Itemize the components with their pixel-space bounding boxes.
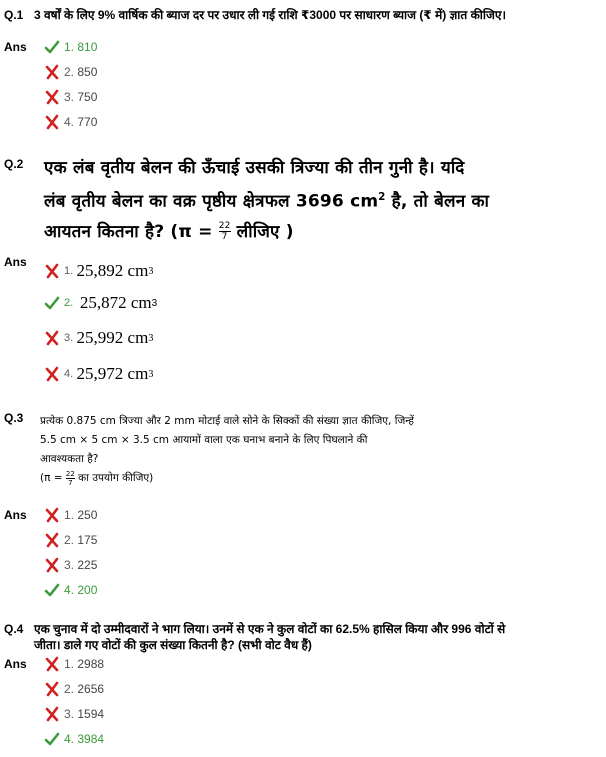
option-2	[44, 529, 97, 551]
option-value: 175	[77, 533, 98, 547]
question-fragment: लीजिए )	[230, 221, 294, 242]
fraction-numerator: 22	[218, 221, 231, 232]
option-1	[44, 36, 97, 58]
cross-icon	[44, 656, 60, 672]
option-value: 25,972 cm	[76, 364, 149, 383]
fraction	[219, 221, 231, 242]
option-number: 3.	[64, 90, 75, 104]
question-number: Q.1	[4, 8, 24, 22]
question-line: 5.5 cm × 5 cm × 3.5 cm आयामों वाला एक घनाभ बनाने के लिए पिघलाने की	[40, 434, 368, 446]
option-number: 4.	[64, 115, 75, 129]
answer-label: Ans	[4, 657, 27, 671]
option-value: 770	[77, 115, 98, 129]
option-4	[44, 111, 97, 133]
option-value: 1594	[77, 707, 105, 721]
option-2	[44, 291, 157, 315]
check-icon	[44, 582, 60, 598]
question-text: एक चुनाव में दो उम्मीदवारों ने भाग लिया। उनमें से एक ने कुल वोटों का 62.5% हासिल किया और 996 वोटों से जीता। डाले गए वोटों की कुल संख्या कितनी है? (सभी वोट वैध हैं)	[34, 622, 506, 652]
option-number: 1.	[64, 508, 75, 522]
option-3	[44, 86, 97, 108]
option-value: 225	[77, 558, 98, 572]
option-value: 25,892 cm	[76, 261, 149, 280]
check-icon	[44, 731, 60, 747]
option-value: 810	[77, 40, 98, 54]
question-fragment: है, तो बेलन का	[385, 191, 490, 212]
check-icon	[44, 39, 60, 55]
check-icon	[44, 295, 60, 311]
question-line: आवश्यकता है?	[40, 453, 99, 465]
question-line	[44, 217, 574, 247]
question-text	[44, 153, 574, 247]
cross-icon	[44, 330, 60, 346]
option-value: 200	[77, 583, 98, 597]
option-4	[44, 579, 97, 601]
option-1	[44, 259, 153, 283]
question-number: Q.2	[4, 157, 24, 171]
option-number: 3.	[64, 332, 74, 344]
cross-icon	[44, 681, 60, 697]
cross-icon	[44, 366, 60, 382]
cross-icon	[44, 507, 60, 523]
option-3	[44, 326, 153, 350]
option-value: 3984	[77, 732, 105, 746]
question-line	[44, 183, 574, 217]
cross-icon	[44, 114, 60, 130]
option-number: 2.	[64, 297, 74, 309]
superscript: 2	[378, 192, 386, 203]
superscript: 3	[148, 332, 154, 344]
option-value: 850	[77, 65, 98, 79]
question-line: प्रत्येक 0.875 cm त्रिज्या और 2 mm मोटाई वाले सोने के सिक्कों की संख्या ज्ञात कीजिए, जिन्हें	[40, 415, 414, 427]
option-number: 2.	[64, 533, 75, 547]
option-number: 1.	[64, 265, 74, 277]
question-number: Q.4	[4, 622, 24, 636]
option-value: 2988	[77, 657, 105, 671]
superscript: 3	[151, 297, 158, 309]
option-4	[44, 728, 104, 750]
cross-icon	[44, 89, 60, 105]
question-fragment: (π =	[40, 472, 66, 484]
question-line	[40, 469, 560, 488]
cross-icon	[44, 64, 60, 80]
option-1	[44, 504, 97, 526]
option-3	[44, 554, 97, 576]
question-fragment: का उपयोग कीजिए)	[74, 472, 154, 484]
option-value: 25,872 cm	[79, 293, 152, 312]
option-number: 1.	[64, 657, 75, 671]
fraction-denominator: 7	[221, 232, 228, 243]
option-number: 3.	[64, 707, 75, 721]
question-text: 3 वर्षों के लिए 9% वार्षिक की ब्याज दर पर उधार ली गई राशि ₹3000 पर साधारण ब्याज (₹ में) ज्ञात कीजिए।	[34, 8, 507, 22]
option-value: 250	[77, 508, 98, 522]
question-number: Q.3	[4, 411, 24, 425]
question-fragment: लंब वृतीय बेलन का वक्र पृष्ठीय क्षेत्रफल 3696 cm	[44, 191, 379, 212]
option-number: 4.	[64, 368, 74, 380]
fraction-denominator: 7	[68, 478, 73, 487]
option-1	[44, 653, 104, 675]
option-number: 2.	[64, 65, 75, 79]
superscript: 3	[148, 265, 154, 277]
option-2	[44, 61, 97, 83]
option-value: 750	[77, 90, 98, 104]
option-value: 2656	[77, 682, 105, 696]
cross-icon	[44, 263, 60, 279]
question-text	[40, 412, 560, 488]
option-3	[44, 703, 104, 725]
question-line: एक लंब वृतीय बेलन की ऊँचाई उसकी त्रिज्या की तीन गुनी है। यदि	[44, 158, 465, 178]
option-4	[44, 362, 153, 386]
answer-label: Ans	[4, 508, 27, 522]
answer-label: Ans	[4, 255, 27, 269]
superscript: 3	[148, 368, 154, 380]
cross-icon	[44, 706, 60, 722]
question-fragment: आयतन कितना है? (π =	[44, 221, 219, 242]
fraction	[66, 470, 75, 487]
cross-icon	[44, 557, 60, 573]
option-2	[44, 678, 104, 700]
option-value: 25,992 cm	[76, 328, 149, 347]
answer-label: Ans	[4, 40, 27, 54]
fraction-numerator: 22	[65, 469, 75, 478]
option-number: 4.	[64, 583, 75, 597]
option-number: 1.	[64, 40, 75, 54]
cross-icon	[44, 532, 60, 548]
option-number: 2.	[64, 682, 75, 696]
option-number: 4.	[64, 732, 75, 746]
option-number: 3.	[64, 558, 75, 572]
